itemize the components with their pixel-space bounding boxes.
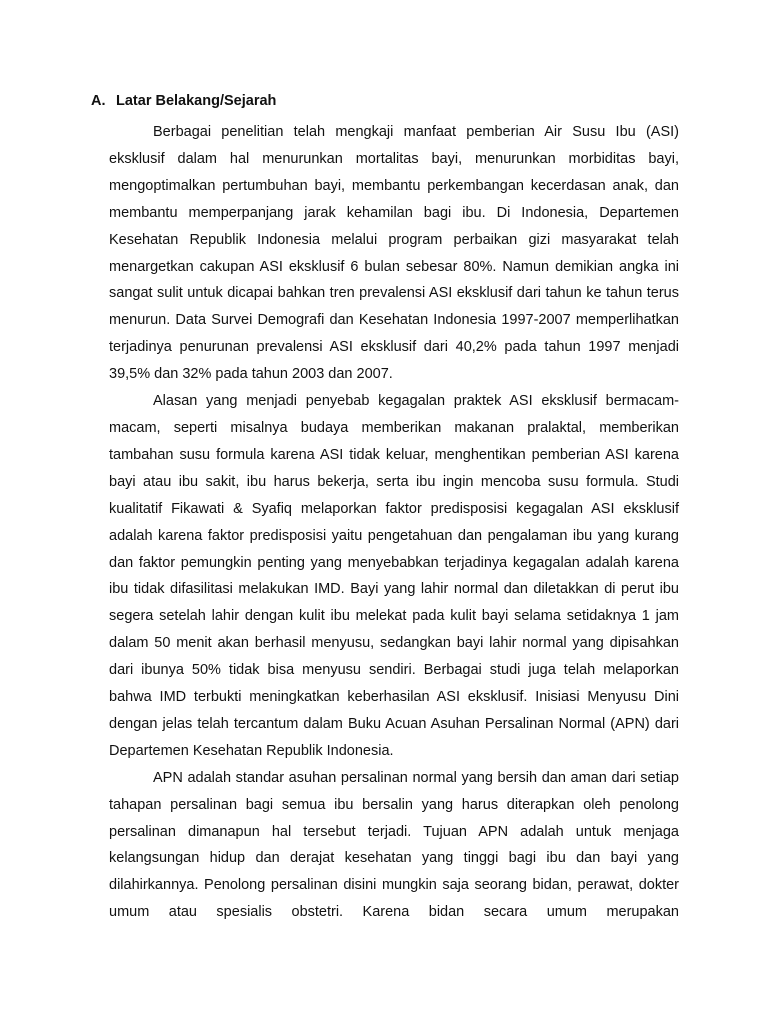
section-heading [91, 91, 276, 111]
paragraph-apn-standard: APN adalah standar asuhan persalinan normal yang bersih dan aman dari setiap tahapan persalinan bagi semua ibu bersalin yang harus diterapkan oleh penolong persalinan dimanapun hal tersebut terjadi. Tujuan APN adalah untuk menjaga kelangsungan hidup dan derajat kesehatan yang tinggi bagi ibu dan bayi yang dilahirkannya. Penolong persalinan disini mungkin saja seorang bidan, perawat, dokter umum atau spesialis obstetri. Karena bidan secara umum merupakan [109, 769, 679, 921]
body-text [109, 119, 679, 926]
section-label: A. [91, 93, 106, 109]
section-title: Latar Belakang/Sejarah [116, 93, 277, 109]
paragraph-failure-reasons: Alasan yang menjadi penyebab kegagalan praktek ASI eksklusif bermacam-macam, seperti misalnya budaya memberikan makanan pralaktal, memberikan tambahan susu formula karena ASI tidak keluar, menghentikan pemberian ASI karena bayi atau ibu sakit, ibu harus bekerja, serta ibu ingin mencoba susu formula. Studi kualitatif Fikawati & Syafiq melaporkan faktor predisposisi kegagalan ASI eksklusif adalah karena faktor predisposisi yaitu pengetahuan dan pengalaman ibu yang kurang dan faktor pemungkin penting yang menyebabkan terjadinya kegagalan adalah karena ibu tidak difasilitasi melakukan IMD. Bayi yang lahir normal dan diletakkan di perut ibu segera setelah lahir dengan kulit ibu melekat pada kulit bayi selama setidaknya 1 jam dalam 50 menit akan berhasil menyusu, sedangkan bayi lahir normal yang dipisahkan dari ibunya 50% tidak bisa menyusu sendiri. Berbagai studi juga telah melaporkan bahwa IMD terbukti meningkatkan keberhasilan ASI eksklusif. Inisiasi Menyusu Dini dengan jelas telah tercantum dalam Buku Acuan Asuhan Persalinan Normal (APN) dari Departemen Kesehatan Republik Indonesia. [109, 393, 679, 759]
paragraph-asi-benefits: Berbagai penelitian telah mengkaji manfaat pemberian Air Susu Ibu (ASI) eksklusif dalam hal menurunkan mortalitas bayi, menurunkan morbiditas bayi, mengoptimalkan pertumbuhan bayi, membantu perkembangan kecerdasan anak, dan membantu memperpanjang jarak kehamilan bagi ibu. Di Indonesia, Departemen Kesehatan Republik Indonesia melalui program perbaikan gizi masyarakat telah menargetkan cakupan ASI eksklusif 6 bulan sebesar 80%. Namun demikian angka ini sangat sulit untuk dicapai bahkan tren prevalensi ASI eksklusif dari tahun ke tahun terus menurun. Data Survei Demografi dan Kesehatan Indonesia 1997-2007 memperlihatkan terjadinya penurunan prevalensi ASI eksklusif dari 40,2% pada tahun 1997 menjadi 39,5% dan 32% pada tahun 2003 dan 2007. [109, 124, 679, 383]
